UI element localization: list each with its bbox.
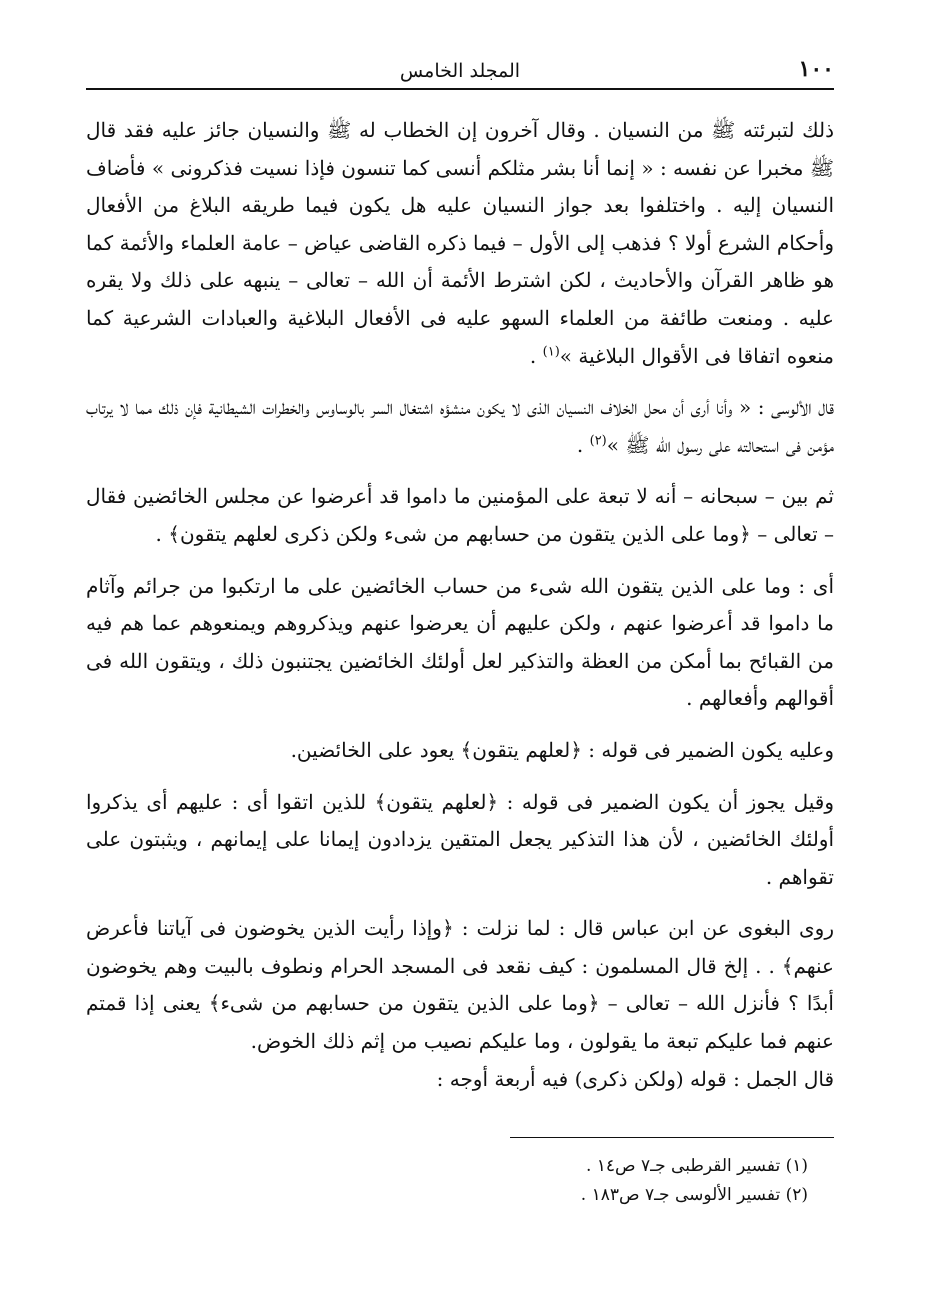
footnotes	[86, 1152, 834, 1210]
paragraph-1: ذلك لتبرئته ﷺ من النسيان . وقال آخرون إن الخطاب له ﷺ والنسيان جائز عليه فقد قال ﷺ مخبرا عن نفسه : « إنما أنا بشر مثلكم أنسى كما تنسون فإذا نسيت فذكرونى » فأضاف النسيان إليه . واختلفوا بعد جواز النسيان عليه هل يكون فيما طريقه البلاغ من الأفعال وأحكام الشرع أولا ؟ فذهب إلى الأول – فيما ذكره القاضى عياض – عامة العلماء والأئمة كما هو ظاهر القرآن والأحاديث ، لكن اشترط الأئمة أن الله – تعالى – ينبهه على ذلك ولا يقره عليه . ومنعت طائفة من العلماء السهو عليه فى الأفعال البلاغية والعبادات الشرعية كما منعوه اتفاقا فى الأقوال البلاغية »$^{(١)}$ .	[86, 118, 834, 368]
paragraph-5: وعليه يكون الضمير فى قوله : ﴿لعلهم يتقون﴾ يعود على الخائضين.	[290, 737, 834, 762]
paragraph-2: قال الألوسى : « وأنا أرى أن محل الخلاف النسيان الذى لا يكون منشؤه اشتغال السر بالوساوس والخطرات الشيطانية فإن ذلك مما لا يرتاب مؤمن فى استحالته على رسول الله ﷺ »$^{(٢)}$ .	[86, 395, 834, 457]
footnote-ref-1: (١)	[542, 343, 560, 359]
paragraph-7: روى البغوى عن ابن عباس قال : لما نزلت : ﴿وإذا رأيت الذين يخوضون فى آياتنا فأعرض عنهم﴾ . . إلخ قال المسلمون : كيف نقعد فى المسجد الحرام ونطوف بالبيت وهم يخوضون أبدًا ؟ فأنزل الله – تعالى – ﴿وما على الذين يتقون من حسابهم من شىء﴾ يعنى إذا قمتم عنهم فما عليكم تبعة ما يقولون ، وما عليكم نصيب من إثم ذلك الخوض.	[86, 916, 834, 1054]
paragraph-4: أى : وما على الذين يتقون الله شىء من حساب الخائضين على ما ارتكبوا من جرائم وآثام ما داموا قد أعرضوا عنهم ، ولكن عليهم أن يعرضوا عنهم ويذكروهم ويمنعوهم عما هم فيه من القبائح بما أمكن من العظة والتذكير لعل أولئك الخائضين يجتنبون ذلك ، ويتقون الله فى أقوالهم وأفعالهم .	[86, 573, 834, 711]
footnote-separator	[510, 1137, 834, 1138]
footnote-2: (٢) تفسير الألوسى جـ٧ ص١٨٣ .	[580, 1185, 808, 1205]
footnote-ref-2: (٢)	[589, 433, 607, 449]
body-text	[86, 112, 834, 1098]
footnote-1: (١) تفسير القرطبى جـ٧ ص١٤ .	[585, 1156, 808, 1176]
page-number: ١٠٠	[798, 56, 834, 82]
paragraph-8: قال الجمل : قوله (ولكن ذكرى) فيه أربعة أوجه :	[436, 1066, 834, 1091]
running-title: المجلد الخامس	[399, 60, 521, 82]
page-header	[86, 52, 834, 90]
paragraph-3: ثم بين – سبحانه – أنه لا تبعة على المؤمنين ما داموا قد أعرضوا عن مجلس الخائضين فقال – تعالى – ﴿وما على الذين يتقون من حسابهم من شىء ولكن ذكرى لعلهم يتقون﴾ .	[86, 484, 834, 546]
paragraph-6: وقيل يجوز أن يكون الضمير فى قوله : ﴿لعلهم يتقون﴾ للذين اتقوا أى : عليهم أى يذكروا أولئك الخائضين ، لأن هذا التذكير يجعل المتقين يزدادون إيمانا على إيمانهم ، ويثبتون على تقواهم .	[86, 789, 834, 889]
page	[86, 52, 834, 1292]
